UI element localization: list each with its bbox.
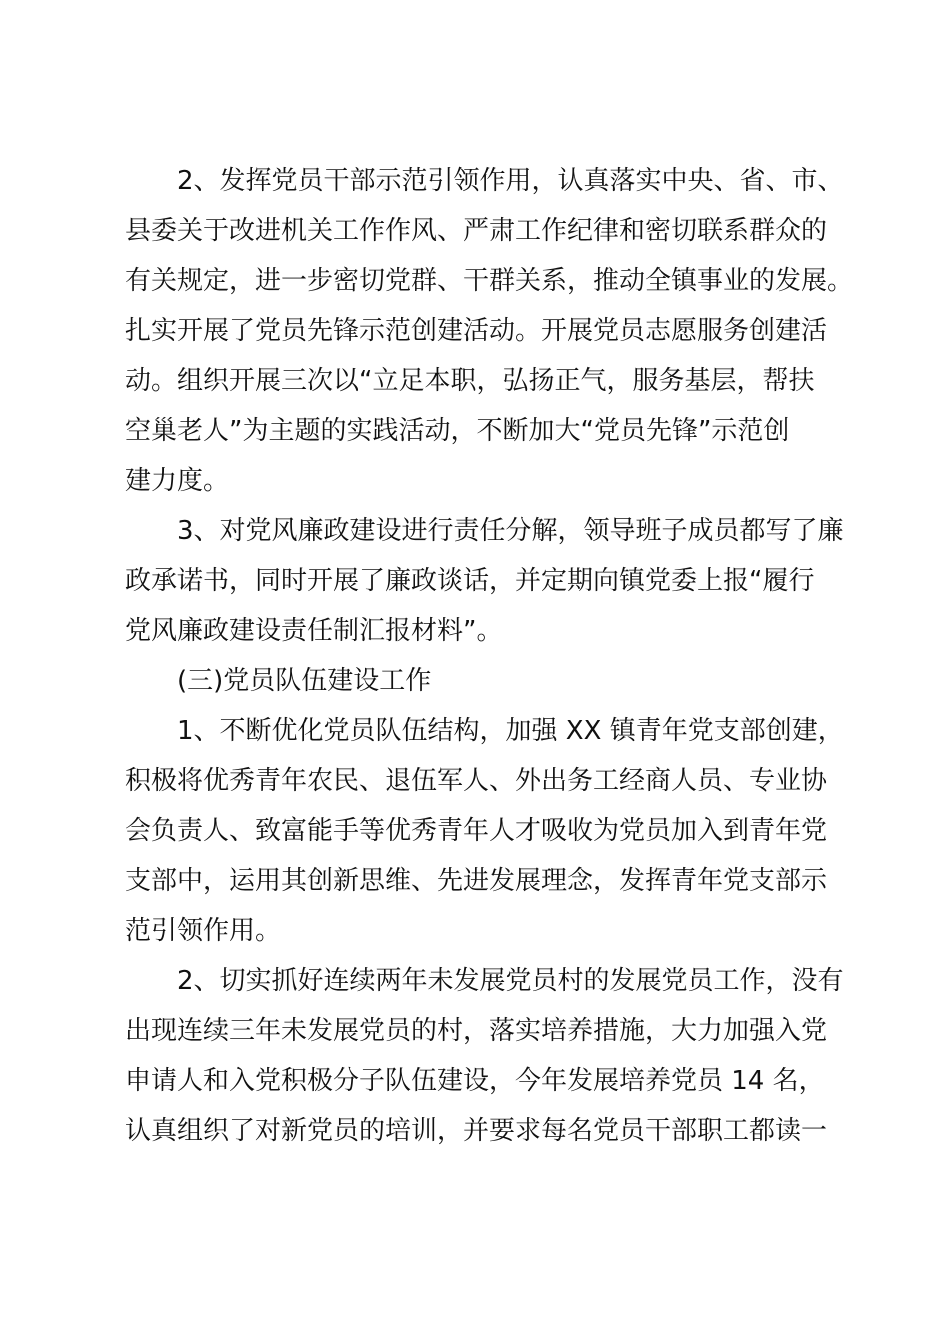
text-line: 1、不断优化党员队伍结构，加强 XX 镇青年党支部创建， bbox=[177, 716, 844, 746]
text-line: 积极将优秀青年农民、退伍军人、外出务工经商人员、专业协 bbox=[125, 766, 828, 796]
paragraph-member-development bbox=[125, 956, 844, 1156]
text-line: 建力度。 bbox=[125, 466, 230, 496]
text-line: 3、对党风廉政建设进行责任分解，领导班子成员都写了廉 bbox=[177, 516, 844, 546]
paragraph-party-cadre-role bbox=[125, 156, 854, 506]
text-line: 有关规定，进一步密切党群、干群关系，推动全镇事业的发展。 bbox=[125, 266, 854, 296]
document-body bbox=[125, 156, 854, 1156]
text-line: 2、切实抓好连续两年未发展党员村的发展党员工作，没有 bbox=[177, 966, 844, 996]
text-line: 出现连续三年未发展党员的村，落实培养措施，大力加强入党 bbox=[125, 1016, 828, 1046]
paragraph-clean-government bbox=[125, 506, 844, 656]
section-heading-text: (三)党员队伍建设工作 bbox=[177, 666, 432, 696]
text-line: 范引领作用。 bbox=[125, 916, 282, 946]
text-line: 动。组织开展三次以“立足本职，弘扬正气，服务基层，帮扶 bbox=[125, 366, 815, 396]
text-line: 2、发挥党员干部示范引领作用，认真落实中央、省、市、 bbox=[177, 166, 844, 196]
text-line: 党风廉政建设责任制汇报材料”。 bbox=[125, 616, 503, 646]
paragraph-optimize-structure bbox=[125, 706, 844, 956]
text-line: 会负责人、致富能手等优秀青年人才吸收为党员加入到青年党 bbox=[125, 816, 828, 846]
text-line: 县委关于改进机关工作作风、严肃工作纪律和密切联系群众的 bbox=[125, 216, 828, 246]
text-line: 申请人和入党积极分子队伍建设，今年发展培养党员 14 名， bbox=[125, 1066, 825, 1096]
text-line: 认真组织了对新党员的培训，并要求每名党员干部职工都读一 bbox=[125, 1116, 828, 1146]
text-line: 支部中，运用其创新思维、先进发展理念，发挥青年党支部示 bbox=[125, 866, 828, 896]
text-line: 空巢老人”为主题的实践活动，不断加大“党员先锋”示范创 bbox=[125, 416, 790, 446]
text-line: 扎实开展了党员先锋示范创建活动。开展党员志愿服务创建活 bbox=[125, 316, 828, 346]
section-heading-team-building bbox=[125, 656, 832, 706]
text-line: 政承诺书，同时开展了廉政谈话，并定期向镇党委上报“履行 bbox=[125, 566, 815, 596]
